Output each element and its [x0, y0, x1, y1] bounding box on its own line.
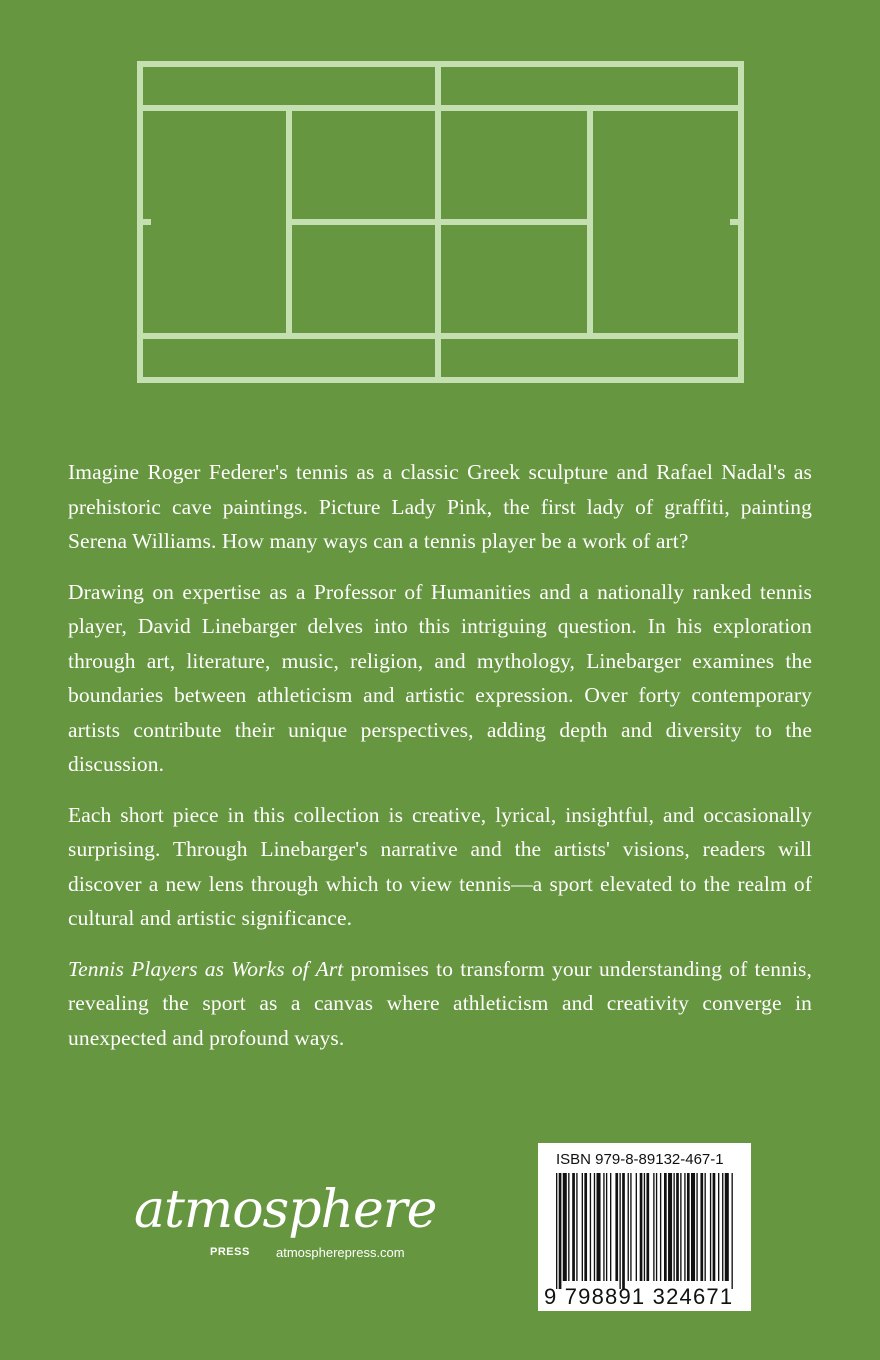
barcode-bar — [590, 1173, 591, 1281]
barcode-bar — [668, 1173, 672, 1281]
book-title-italic: Tennis Players as Works of Art — [68, 956, 344, 981]
tennis-court-icon — [0, 0, 880, 400]
barcode-bar — [700, 1173, 703, 1281]
description-paragraph-1: Imagine Roger Federer's tennis as a classic Greek sculpture and Rafael Nadal's as prehistoric cave paintings. Picture Lady Pink, the first lady of graffiti, painting Serena Williams. How many ways can a tennis player be a work of art? — [68, 460, 812, 553]
barcode-bar — [687, 1173, 690, 1281]
barcode-bar — [603, 1173, 604, 1281]
barcode-bar — [732, 1173, 733, 1289]
barcode-bar — [722, 1173, 723, 1281]
barcode-bar — [559, 1173, 562, 1289]
barcode-bar — [660, 1173, 661, 1281]
barcode-bar — [691, 1173, 695, 1281]
publisher-logo — [130, 1180, 437, 1270]
barcode-bar — [582, 1173, 583, 1281]
barcode-bar — [556, 1173, 557, 1289]
barcode-bar — [568, 1173, 569, 1281]
barcode-bar — [718, 1173, 719, 1281]
book-description — [68, 455, 812, 1071]
description-paragraph-2: Drawing on expertise as a Professor of Humanities and a nationally ranked tennis player, David Linebarger delves into this intriguing question. In his exploration through art, literature, music, religion, and mythology, Linebarger examines the boundaries between athleticism and artistic expression. Over forty contemporary artists contribute their unique perspectives, adding depth and diversity to the discussion. — [68, 579, 812, 776]
barcode-bar — [597, 1173, 601, 1281]
barcode-bar — [656, 1173, 657, 1281]
barcode-bar — [615, 1173, 618, 1281]
barcode-bar — [563, 1173, 567, 1281]
barcode-bar — [636, 1173, 637, 1281]
publisher-press: PRESS — [210, 1246, 250, 1258]
publisher-name: atmosphere — [134, 1180, 437, 1240]
publisher-url: atmospherepress.com — [276, 1245, 405, 1260]
barcode-bar — [628, 1173, 629, 1281]
barcode-bar — [673, 1173, 674, 1281]
barcode-bar — [640, 1173, 643, 1281]
barcode-bar — [619, 1173, 620, 1289]
barcode-bar — [684, 1173, 685, 1281]
barcode-bar — [610, 1173, 611, 1281]
description-paragraph-4 — [68, 952, 812, 1056]
barcode-bar — [576, 1173, 577, 1281]
barcode-digits: 9 798891 324671 — [544, 1284, 734, 1309]
barcode-bar — [572, 1173, 575, 1281]
barcode-bar — [676, 1173, 679, 1281]
barcode-bar — [646, 1173, 649, 1281]
isbn-barcode — [538, 1143, 751, 1311]
isbn-label: ISBN 979-8-89132-467-1 — [556, 1151, 724, 1168]
barcode-bar — [710, 1173, 711, 1281]
barcode-bar — [653, 1173, 654, 1281]
description-paragraph-3: Each short piece in this collection is creative, lyrical, insightful, and occasionally surprising. Through Linebarger's narrative and the artists' visions, readers will discover a new lens through which to view tennis—a sport elevated to the realm of cultural and artistic significance. — [68, 802, 812, 930]
barcode-bar — [622, 1173, 625, 1289]
barcode-bar — [696, 1173, 697, 1281]
barcode-bar — [705, 1173, 706, 1281]
barcode-bar — [680, 1173, 681, 1281]
barcode-bar — [713, 1173, 716, 1281]
barcode-bar — [664, 1173, 667, 1281]
barcode-bar — [594, 1173, 595, 1281]
closing-text: promises to transform your understanding of tennis, revealing the sport as a canvas where athleticism and creativity converge in unexpected and profound ways. — [68, 956, 812, 1050]
barcode-bar — [644, 1173, 645, 1281]
barcode-bar — [630, 1173, 631, 1281]
barcode-bar — [725, 1173, 729, 1281]
barcode-bar — [584, 1173, 587, 1281]
barcode-bar — [606, 1173, 607, 1281]
